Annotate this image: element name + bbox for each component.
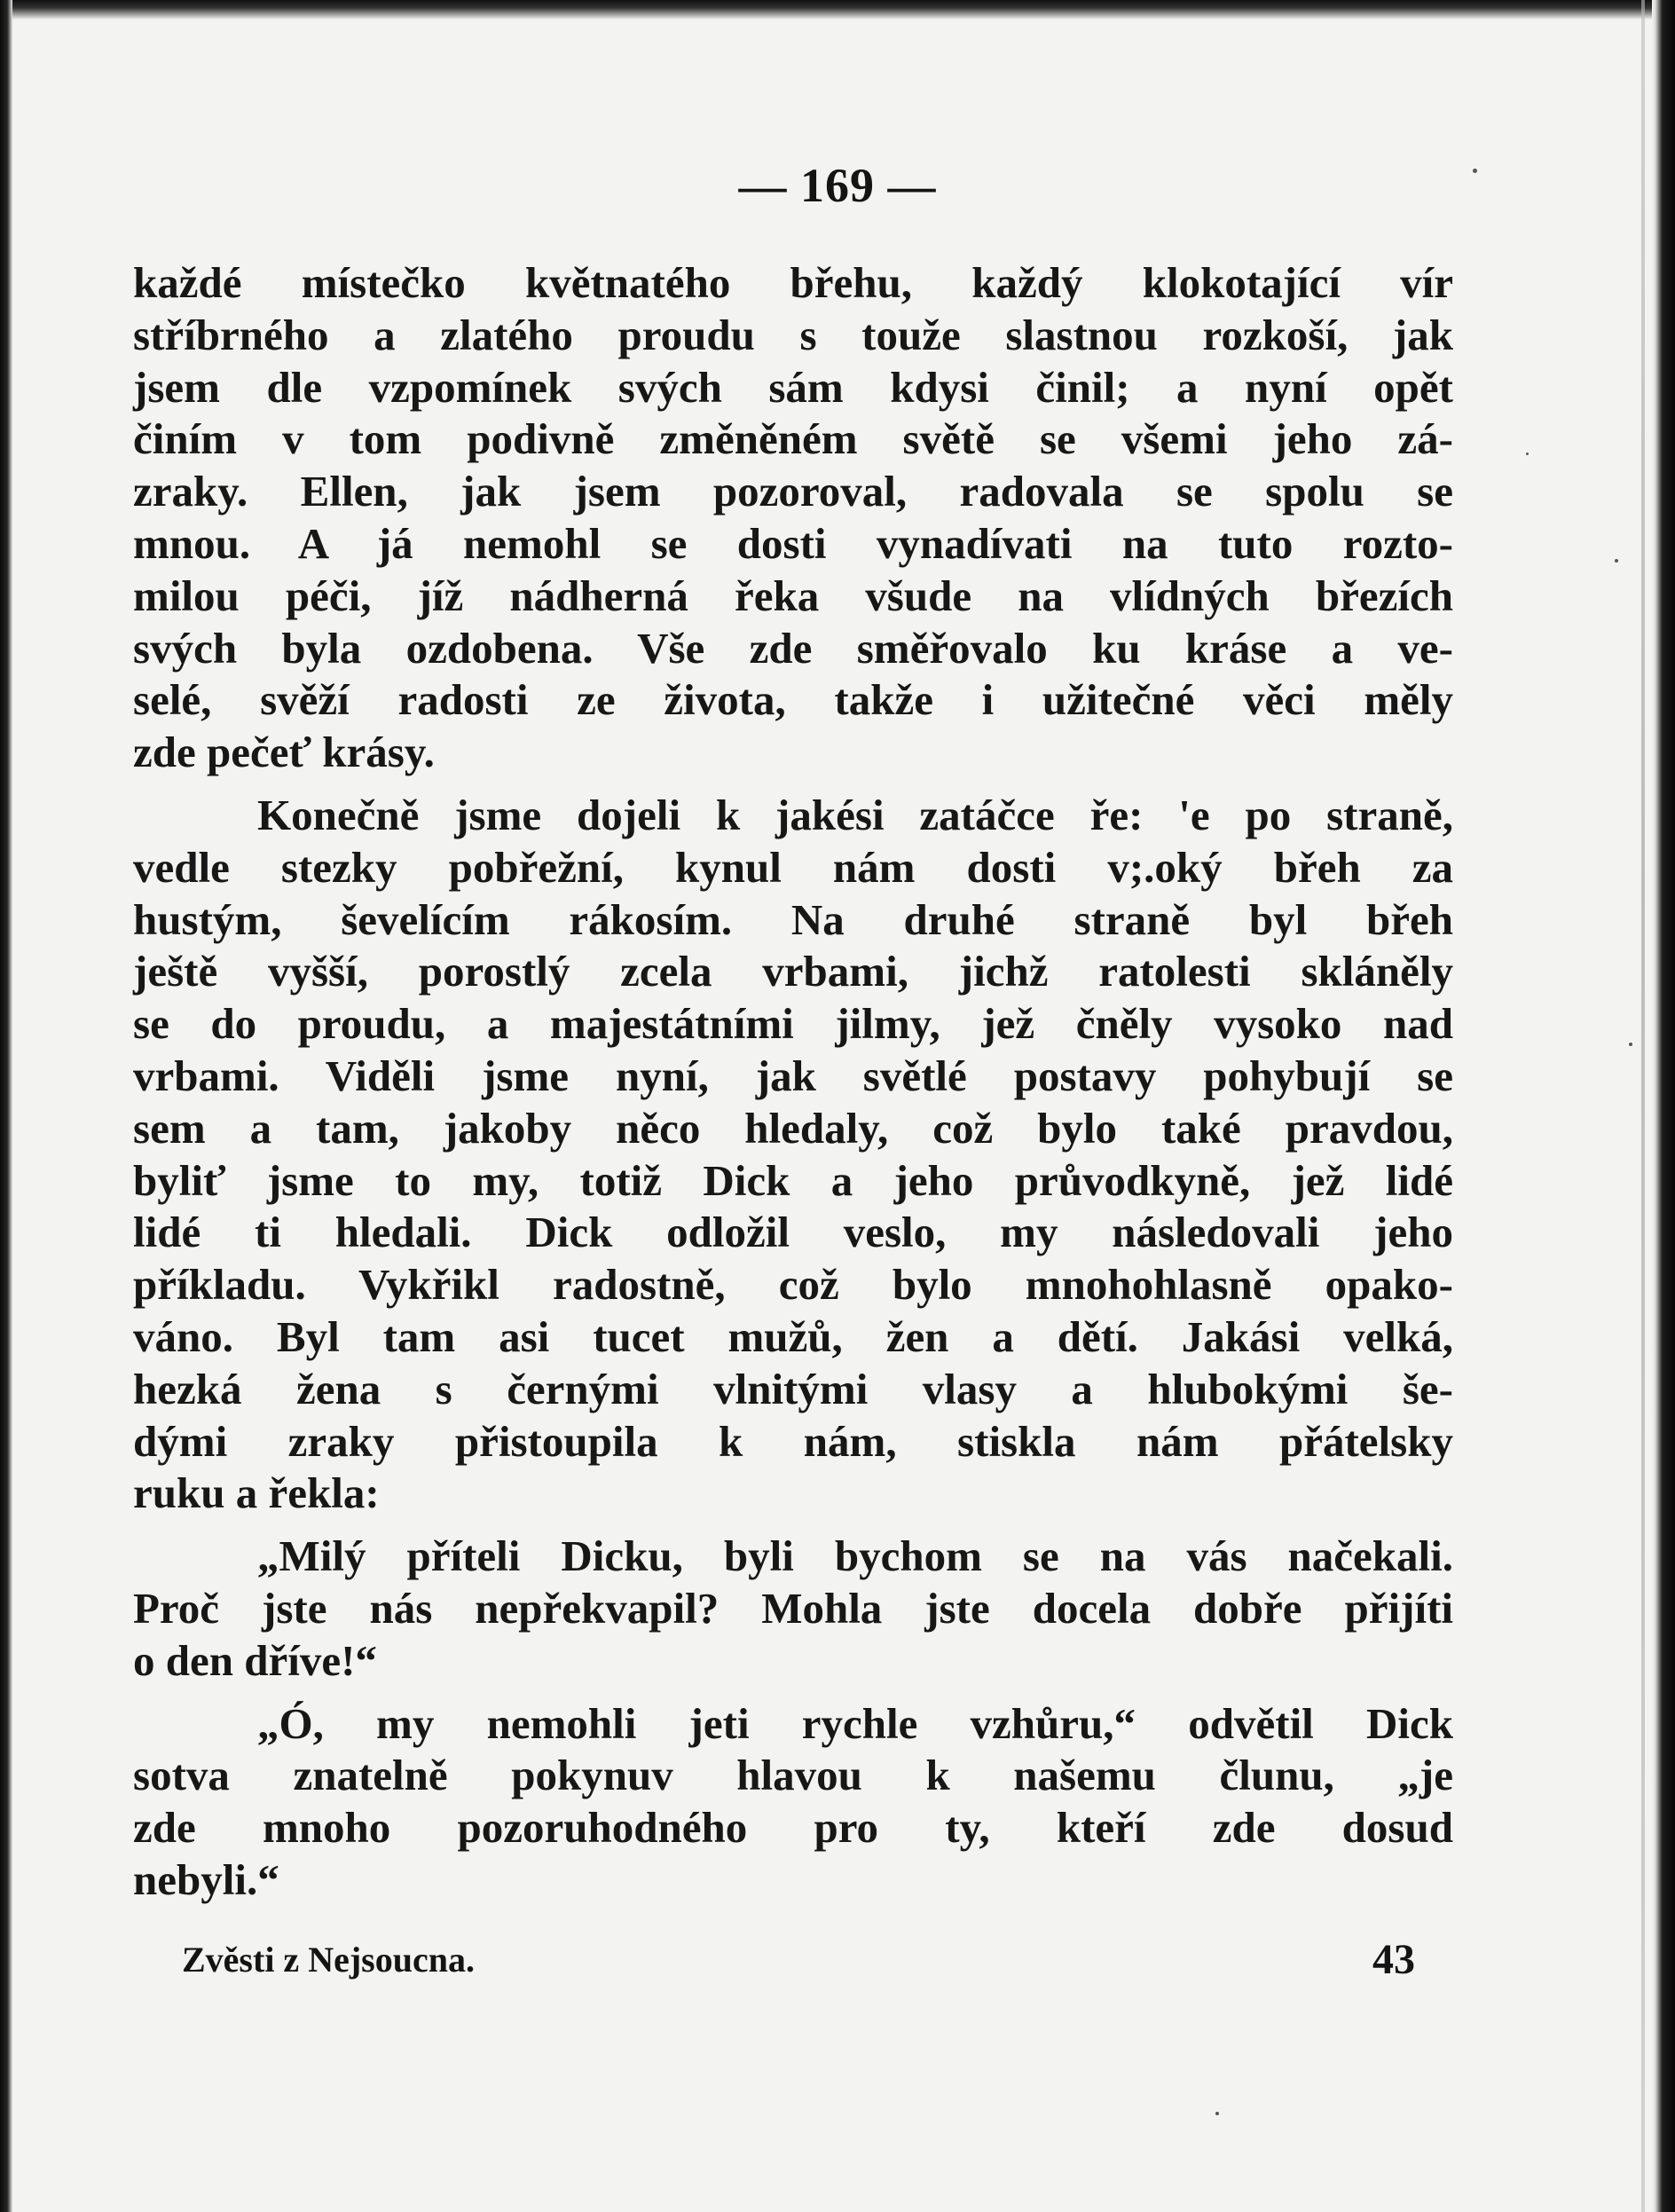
text-line: vedle stezky pobřežní, kynul nám dosti v;.oký břeh za [133,842,1453,892]
text-line: hustým, ševelícím rákosím. Na druhé straně byl břeh [133,894,1453,944]
text-line: Konečně jsme dojeli k jakési zatáčce ře: 'e po straně, [257,790,1453,839]
text-line: ruku a řekla: [133,1468,380,1518]
text-line: lidé ti hledali. Dick odložil veslo, my následovali jeho [133,1208,1453,1257]
text-line: se do proudu, a majestátními jilmy, jež čněly vysoko nad [133,999,1453,1049]
scan-edge-left [0,0,12,2212]
text-line: vrbami. Viděli jsme nyní, jak světlé postavy pohybují se [133,1051,1453,1100]
text-line: mnou. A já nemohl se dosti vynadívati na tuto rozto- [133,518,1453,568]
text-line: každé místečko květnatého břehu, každý klokotající vír [133,258,1453,307]
paragraph-gap [133,779,1453,790]
text-line: milou péči, jíž nádherná řeka všude na vlídných březích [133,571,1453,620]
sheet-number: 43 [1372,1936,1415,1983]
scan-edge-right [1652,0,1675,2212]
paragraph-2 [133,790,1453,1520]
text-line: ještě vyšší, porostlý zcela vrbami, jichž ratolesti skláněly [133,947,1453,996]
scan-edge-right-shadow [1641,0,1645,2212]
text-line: o den dříve!“ [133,1635,377,1685]
text-line: zde pečeť krásy. [133,728,435,777]
text-line: váno. Byl tam asi tucet mužů, žen a dětí. Jakási velká, [133,1311,1453,1361]
text-line: jsem dle vzpomínek svých sám kdysi činil; a nyní opět [133,362,1453,412]
text-line: „Milý příteli Dicku, byli bychom se na vás načekali. [257,1531,1453,1581]
text-line: hezká žena s černými vlnitými vlasy a hlubokými še- [133,1364,1453,1413]
text-line: sotva znatelně pokynuv hlavou k našemu člunu, „je [133,1751,1453,1800]
scan-speck [1215,2112,1219,2115]
body-text [133,257,1453,1907]
scan-speck [1615,559,1618,563]
scan-edge-top [0,0,1675,20]
paragraph-gap [133,1520,1453,1531]
text-line: byliť jsme to my, totiž Dick a jeho průvodkyně, jež lidé [133,1155,1453,1205]
text-line: svých byla ozdobena. Vše zde směřovalo ku kráse a ve- [133,623,1453,673]
text-line: sem a tam, jakoby něco hledaly, což bylo také pravdou, [133,1103,1453,1153]
paragraph-gap [133,1688,1453,1698]
text-line: dými zraky přistoupila k nám, stiskla nám přátelsky [133,1416,1453,1466]
text-line: zraky. Ellen, jak jsem pozoroval, radovala se spolu se [133,467,1453,516]
text-line: nebyli.“ [133,1854,279,1904]
scan-speck [1526,453,1529,455]
text-line: stříbrného a zlatého proudu s touže slastnou rozkoší, jak [133,310,1453,359]
paragraph-3 [133,1531,1453,1687]
paragraph-4 [133,1698,1453,1907]
text-line: činím v tom podivně změněném světě se všemi jeho zá- [133,414,1453,464]
text-line: příkladu. Vykřikl radostně, což bylo mnohohlasně opako- [133,1260,1453,1310]
page-number-header: — 169 — [738,159,937,212]
text-line: „Ó, my nemohli jeti rychle vzhůru,“ odvětil Dick [257,1698,1453,1748]
scan-speck [1629,1043,1632,1046]
signature-mark: Zvěsti z Nejsoucna. [182,1940,475,1980]
text-line: selé, svěží radosti ze života, takže i užitečné věci měly [133,675,1453,725]
text-line: zde mnoho pozoruhodného pro ty, kteří zde dosud [133,1803,1453,1853]
paragraph-1 [133,257,1453,779]
text-line: Proč jste nás nepřekvapil? Mohla jste docela dobře přijíti [133,1583,1453,1633]
